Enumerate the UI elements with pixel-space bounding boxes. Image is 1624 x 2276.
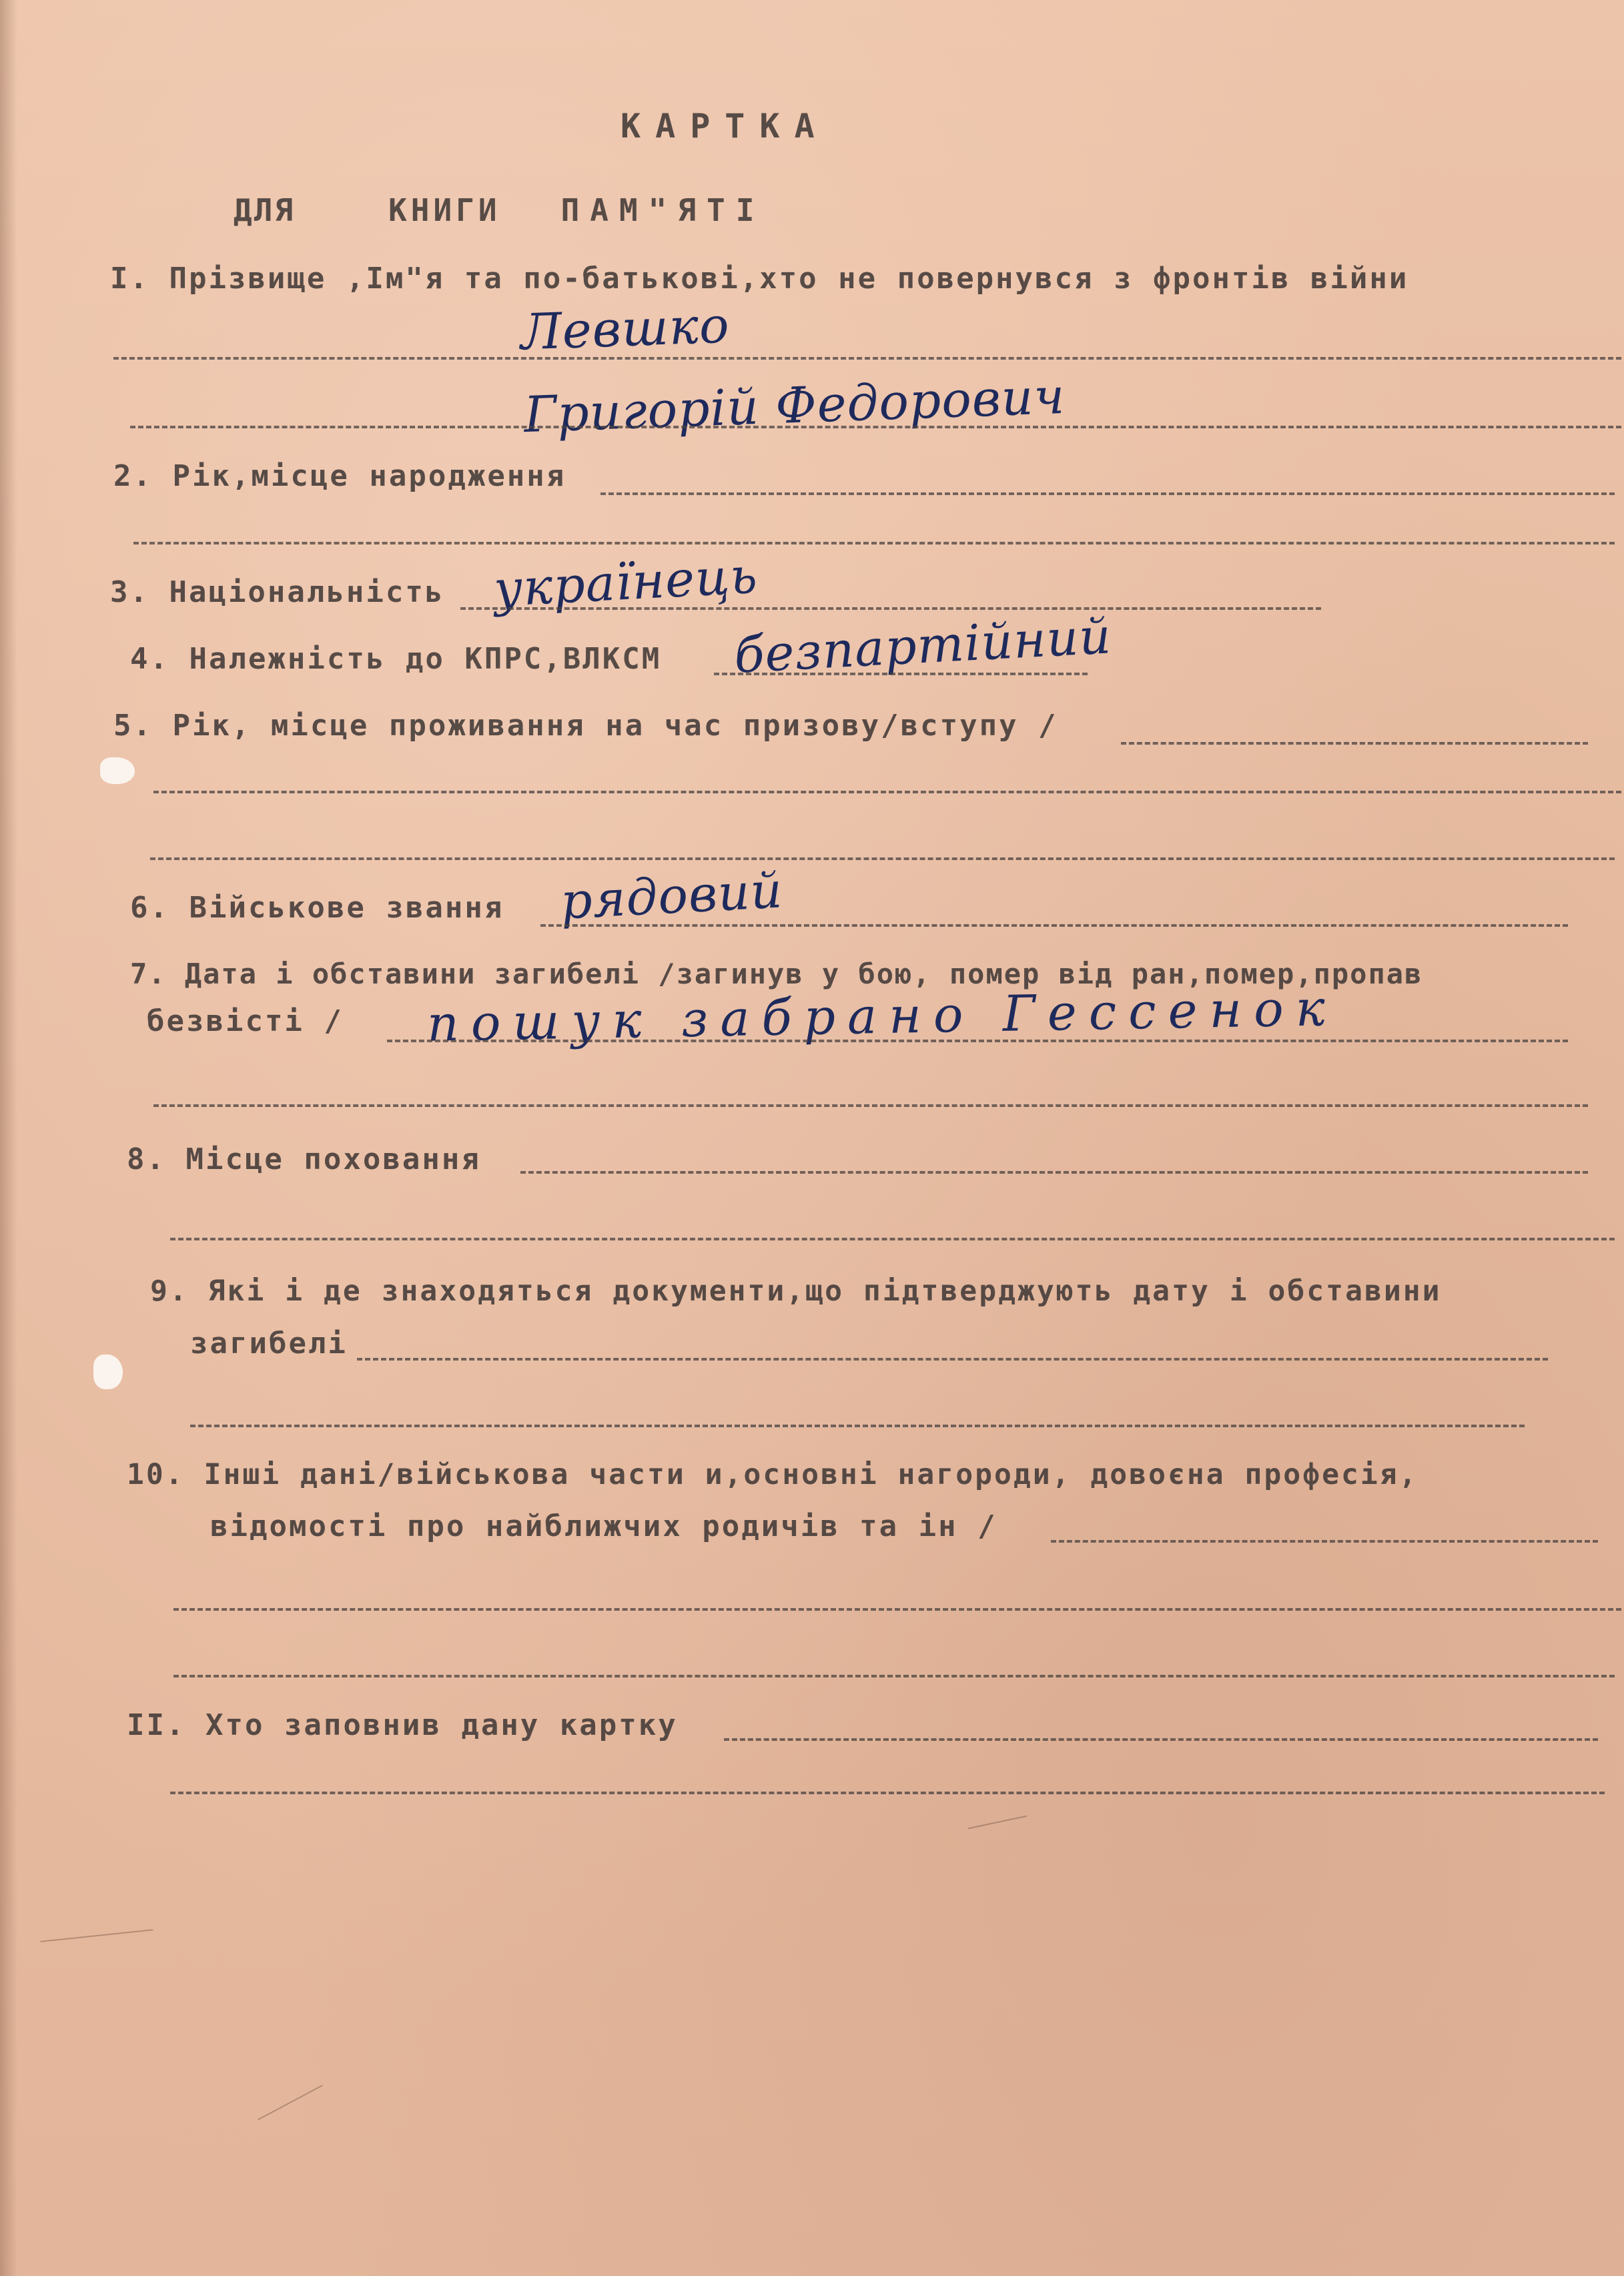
- field-5-line-2: [153, 791, 1621, 793]
- field-3-label: 3. Національність: [110, 575, 445, 609]
- field-8-label: 8. Місце поховання: [127, 1142, 481, 1176]
- field-10-line-3: [173, 1675, 1615, 1677]
- field-1-label: І. Прізвище ,Ім"я та по-батькові,хто не повернувся з фронтів війни: [110, 262, 1409, 296]
- field-3-line: [460, 607, 1321, 610]
- field-2-line-1: [600, 492, 1615, 495]
- card-title: КАРТКА: [621, 107, 829, 145]
- field-10-line-1: [1051, 1540, 1598, 1543]
- field-10-label-line-2: відомості про найближчих родичів та ін /: [210, 1509, 997, 1543]
- field-11-label: ІІ. Хто заповнив дану картку: [127, 1708, 678, 1742]
- handwritten-rank: рядовий: [558, 861, 785, 931]
- paper-scuff: [258, 2084, 323, 2120]
- field-1-line-2: [130, 426, 1621, 428]
- field-2-line-2: [133, 542, 1615, 544]
- handwritten-party: безпартійний: [733, 607, 1113, 685]
- handwritten-circumstances: пошук забрано Гессенок: [426, 980, 1338, 1053]
- field-9-label-line-1: 9. Які і де знаходяться документи,що підтверджують дату і обставини: [150, 1274, 1442, 1308]
- field-8-line-2: [170, 1238, 1615, 1240]
- field-5-line-3: [150, 857, 1615, 860]
- handwritten-name-patronymic: Григорій Федорович: [522, 367, 1066, 444]
- field-4-label: 4. Належність до КПРС,ВЛКСМ: [130, 642, 662, 676]
- field-11-line-1: [724, 1738, 1598, 1741]
- field-7-line-2: [153, 1104, 1588, 1107]
- handwritten-surname: Левшко: [519, 296, 731, 362]
- handwritten-nationality: українець: [492, 546, 759, 619]
- subtitle-books: КНИГИ: [388, 192, 501, 228]
- paper-tear-spot: [93, 1355, 123, 1389]
- field-8-line-1: [520, 1171, 1588, 1174]
- subtitle-memory: ПАМ"ЯТІ: [560, 192, 765, 228]
- field-6-line: [540, 924, 1568, 927]
- paper-scuff: [40, 1929, 153, 1942]
- card-subtitle: [234, 192, 765, 228]
- field-9-line-1: [357, 1358, 1548, 1361]
- field-10-line-2: [173, 1608, 1621, 1611]
- field-5-label: 5. Рік, місце проживання на час призову/вступу /: [113, 709, 1058, 743]
- field-9-line-2: [190, 1425, 1525, 1427]
- field-2-label: 2. Рік,місце народження: [113, 459, 566, 493]
- subtitle-for: ДЛЯ: [234, 192, 296, 228]
- field-1-line-1: [113, 357, 1621, 360]
- field-9-label-line-2: загибелі: [190, 1326, 348, 1361]
- field-10-label-line-1: 10. Інші дані/військова части и,основні нагороди, довоєна професія,: [127, 1458, 1418, 1491]
- field-4-line: [714, 673, 1088, 675]
- paper-scuff: [968, 1816, 1027, 1830]
- field-7-label-line-2: безвісті /: [147, 1004, 344, 1038]
- field-6-label: 6. Військове звання: [130, 891, 504, 925]
- field-5-line-1: [1121, 742, 1588, 745]
- paper-tear-spot: [100, 757, 135, 784]
- field-7-label-line-1: 7. Дата і обставини загибелі /загинув у бою, помер від ран,помер,пропав: [130, 958, 1423, 990]
- field-11-line-2: [170, 1792, 1605, 1794]
- field-7-line-1: [387, 1040, 1568, 1042]
